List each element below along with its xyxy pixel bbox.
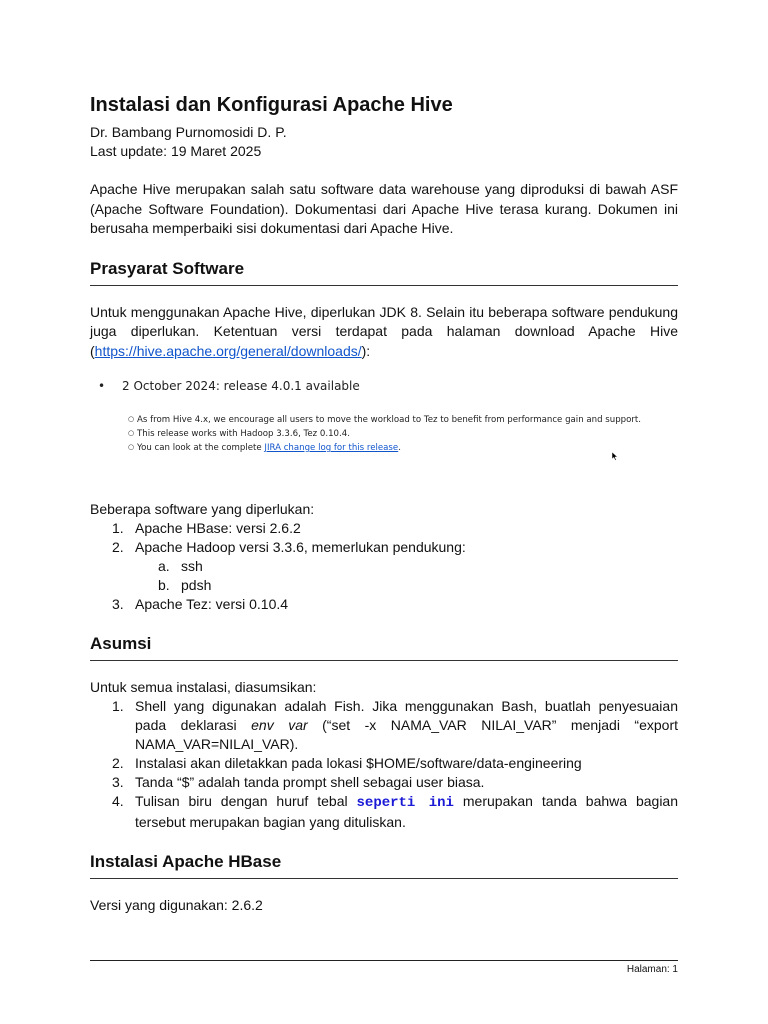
- needed-intro: Beberapa software yang diperlukan:: [90, 501, 315, 517]
- mouse-cursor-icon: [612, 452, 618, 461]
- circle-bullet-icon: ○: [128, 443, 135, 451]
- needed-list-cont: [90, 595, 678, 614]
- author: Dr. Bambang Purnomosidi D. P.: [90, 124, 287, 140]
- asumsi-intro: Untuk semua instalasi, diasumsikan:: [90, 679, 317, 695]
- jira-changelog-link[interactable]: JIRA change log for this release: [264, 443, 399, 453]
- list-item: b. pdsh: [158, 577, 212, 593]
- release-text: 2 October 2024: release 4.0.1 available: [122, 379, 360, 393]
- hbase-version: Versi yang digunakan: 2.6.2: [90, 897, 263, 913]
- hive-downloads-link[interactable]: https://hive.apache.org/general/downloads/: [94, 342, 362, 359]
- prasyarat-paragraph: [90, 303, 678, 362]
- list-item: ○ You can look at the complete JIRA change log for this release.: [128, 443, 401, 453]
- list-item: 3. Tanda “$” adalah tanda prompt shell sebagai user biasa.: [112, 774, 485, 790]
- code-example: seperti ini: [356, 795, 454, 811]
- intro-paragraph: Apache Hive merupakan salah satu software data warehouse yang diproduksi di bawah ASF (Apache Software Foundation). Dokumentasi dari Apache Hive terasa kurang. Dokumen ini berusaha memperbaiki sisi dokumentasi dari Apache Hive.: [90, 181, 678, 236]
- heading-hbase: Instalasi Apache HBase: [90, 851, 678, 879]
- list-item: 3. Apache Tez: versi 0.10.4: [112, 596, 289, 612]
- list-item: 2. Instalasi akan diletakkan pada lokasi $HOME/software/data-engineering: [112, 755, 582, 771]
- circle-bullet-icon: ○: [128, 429, 135, 437]
- circle-bullet-icon: ○: [128, 415, 135, 423]
- list-item: ○ This release works with Hadoop 3.3.6, Tez 0.10.4.: [128, 429, 350, 439]
- prasyarat-text-before: Untuk menggunakan Apache Hive, diperlukan JDK 8. Selain itu beberapa software pendukung juga diperlukan. Ketentuan versi terdapat pada halaman download Apache Hive (: [90, 303, 678, 359]
- document-title: Instalasi dan Konfigurasi Apache Hive: [90, 94, 453, 116]
- list-item: 1. Apache HBase: versi 2.6.2: [112, 520, 301, 536]
- heading-asumsi: Asumsi: [90, 633, 678, 661]
- list-item: 1. Shell yang digunakan adalah Fish. Jika menggunakan Bash, buatlah penyesuaian pada deklarasi env var (“set -x NAMA_VAR NILAI_VAR” menjadi “export NAMA_VAR=NILAI_VAR).: [112, 698, 678, 752]
- prasyarat-text-after: ):: [361, 342, 371, 359]
- asumsi-list: [90, 697, 678, 832]
- list-item: 4. Tulisan biru dengan huruf tebal seperti ini merupakan tanda bahwa bagian tersebut merupakan bagian yang dituliskan.: [112, 793, 678, 830]
- release-notes: [128, 415, 641, 457]
- hadoop-sublist: [90, 557, 678, 595]
- needed-list: [90, 519, 678, 557]
- heading-prasyarat: Prasyarat Software: [90, 258, 678, 286]
- list-item: a. ssh: [158, 558, 203, 574]
- footer-divider: [90, 960, 678, 961]
- last-update: Last update: 19 Maret 2025: [90, 143, 262, 159]
- page-number: Halaman: 1: [626, 964, 678, 975]
- downloads-screenshot: [90, 376, 682, 462]
- document-page: [90, 92, 678, 915]
- list-item: ○ As from Hive 4.x, we encourage all users to move the workload to Tez to benefit from performance gain and support.: [128, 415, 641, 425]
- list-item: 2. Apache Hadoop versi 3.3.6, memerlukan pendukung:: [112, 539, 466, 555]
- bullet-icon: •: [98, 379, 106, 393]
